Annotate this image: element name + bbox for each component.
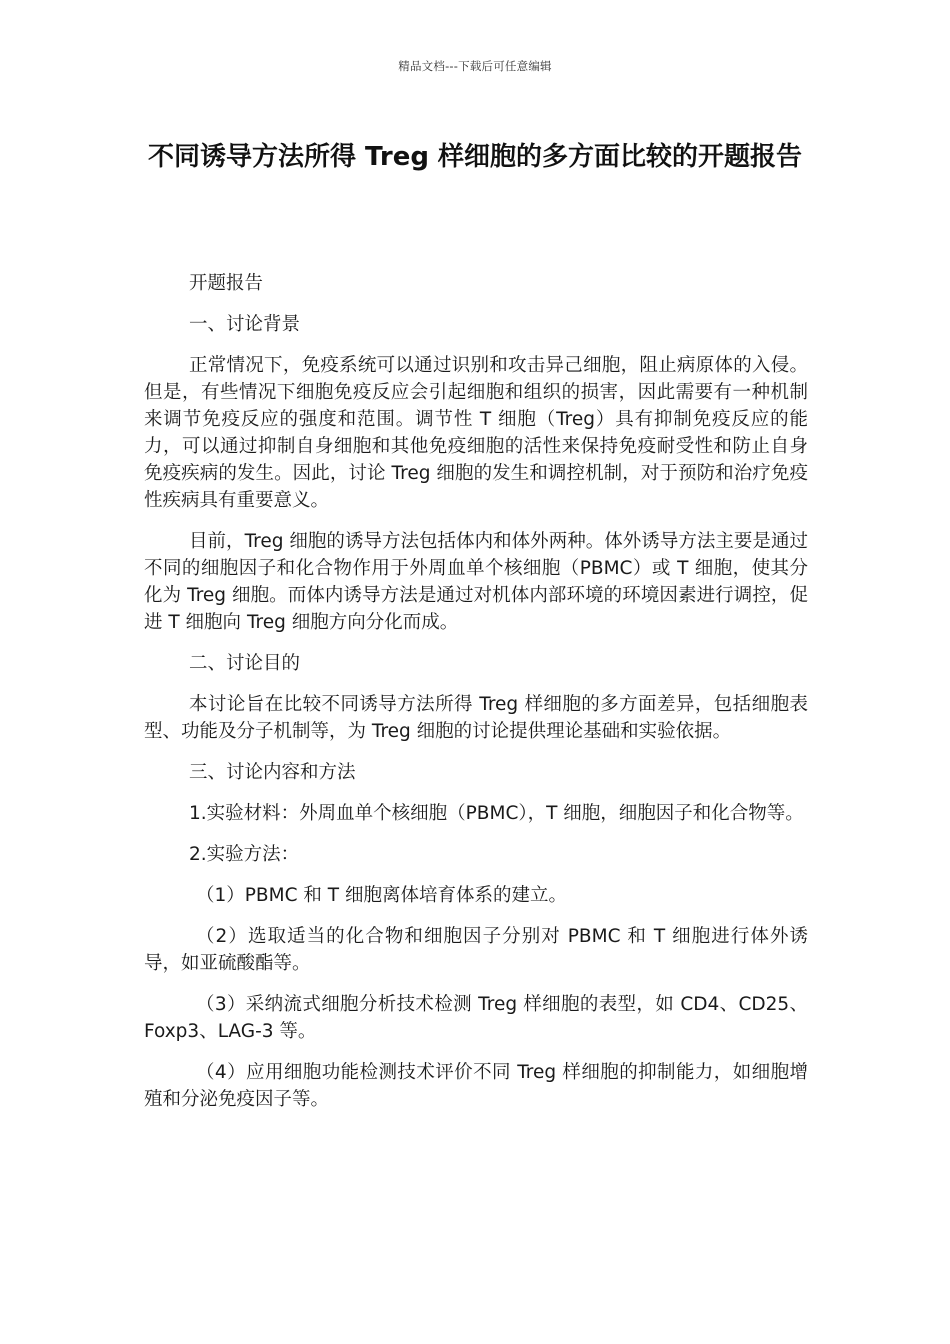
method-item-4: （4）应用细胞功能检测技术评价不同 Treg 样细胞的抑制能力，如细胞增殖和分泌免疫因子等。: [144, 1062, 808, 1110]
method-item-2: （2）选取适当的化合物和细胞因子分别对 PBMC 和 T 细胞进行体外诱导，如亚硫酸酯等。: [144, 926, 808, 974]
document-body: [144, 270, 808, 1127]
page-header-note: 精品文档---下载后可任意编辑: [398, 59, 552, 73]
method-item-1: （1）PBMC 和 T 细胞离体培育体系的建立。: [196, 885, 567, 906]
paragraph-purpose: 本讨论旨在比较不同诱导方法所得 Treg 样细胞的多方面差异，包括细胞表型、功能及分子机制等，为 Treg 细胞的讨论提供理论基础和实验依据。: [144, 694, 808, 742]
section-heading-purpose: 二、讨论目的: [189, 653, 301, 674]
section-heading-methods: 三、讨论内容和方法: [189, 762, 356, 783]
list-item-methods: 2.实验方法：: [189, 844, 300, 865]
paragraph-background-2: 目前，Treg 细胞的诱导方法包括体内和体外两种。体外诱导方法主要是通过不同的细胞因子和化合物作用于外周血单个核细胞（PBMC）或 T 细胞，使其分化为 Treg 细胞。而体内诱导方法是通过对机体内部环境的环境因素进行调控，促进 T 细胞向 Treg 细胞方向分化而成。: [144, 531, 808, 633]
method-item-3: （3）采纳流式细胞分析技术检测 Treg 样细胞的表型，如 CD4、CD25、Foxp3、LAG-3 等。: [144, 994, 808, 1042]
section-label-report: 开题报告: [189, 273, 264, 294]
document-title: 不同诱导方法所得 Treg 样细胞的多方面比较的开题报告: [147, 142, 803, 172]
paragraph-background-1: 正常情况下，免疫系统可以通过识别和攻击异己细胞，阻止病原体的入侵。但是，有些情况下细胞免疫反应会引起细胞和组织的损害，因此需要有一种机制来调节免疫反应的强度和范围。调节性 T 细胞（Treg）具有抑制免疫反应的能力，可以通过抑制自身细胞和其他免疫细胞的活性来保持免疫耐受性和防止自身免疫疾病的发生。因此，讨论 Treg 细胞的发生和调控机制，对于预防和治疗免疫性疾病具有重要意义。: [144, 355, 808, 511]
section-heading-background: 一、讨论背景: [189, 314, 301, 335]
list-item-materials: 1.实验材料：外周血单个核细胞（PBMC），T 细胞，细胞因子和化合物等。: [189, 803, 804, 824]
